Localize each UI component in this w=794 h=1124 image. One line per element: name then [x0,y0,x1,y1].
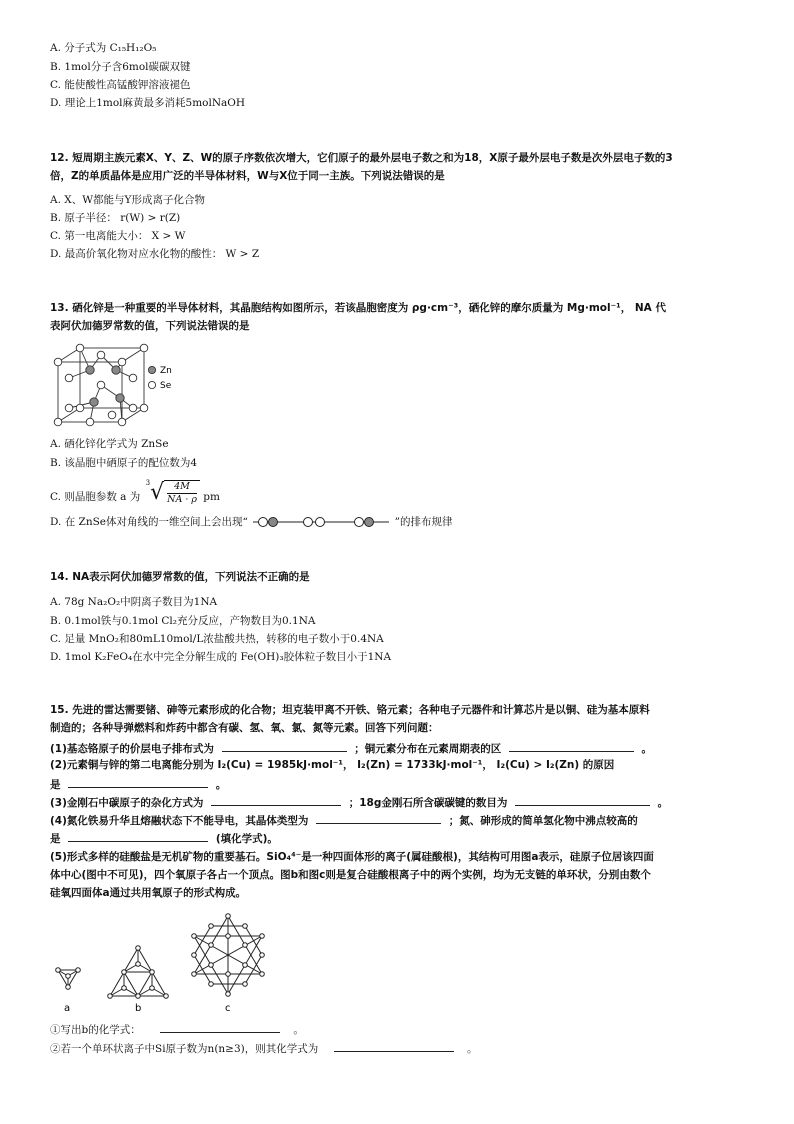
q15-part4-text-d: (填化学式)。 [215,833,278,845]
q15-part3-text-a: (3)金刚石中碳原子的杂化方式为 [50,797,204,809]
q15-part3 [50,794,668,810]
q15-part2-end: 。 [215,779,227,791]
cube-root-expression: $^3$√ $\frac{4M}{NA \cdot \rho}$ [146,480,200,506]
q15-part4-line1 [50,812,638,828]
q15-part5-line2: 体中心(图中不可见)，四个氧原子各占一个顶点。图b和图c则是复合硅酸根离子中的两个实例，均为无支链的单环状，分别由数个 [50,869,651,881]
znse-unit-cell-figure [50,340,190,432]
q12-option-d: D. 最高价氧化物对应水化物的酸性： W > Z [50,248,260,260]
b-formula-blank[interactable] [160,1021,280,1033]
q13-option-d-prefix: D. 在 ZnSe体对角线的一维空间上会出现“ [50,516,248,528]
q15-sub2-end: 。 [466,1043,478,1055]
figure-c-label: c [225,1003,231,1014]
cc-bond-count-blank[interactable] [515,794,650,806]
ring-formula-blank[interactable] [334,1040,454,1052]
cr-valence-config-blank[interactable] [222,740,347,752]
q14-option-a: A. 78g Na₂O₂中阴离子数目为1NA [50,596,218,608]
q15-stem-line1: 15. 先进的雷达需要锗、砷等元素形成的化合物；坦克装甲离不开铁、铬元素；各种电子元器件和计算芯片是以铜、硅为基本原料 [50,704,650,716]
q13-stem-line2: 表阿伏加德罗常数的值，下列说法错误的是 [50,320,250,332]
q15-part4-text-b: ；氮、砷形成的简单氢化物中沸点较高的 [448,815,638,827]
q15-sub2 [50,1040,477,1056]
q15-part5-line1: (5)形式多样的硅酸盐是无机矿物的重要基石。SiO₄⁴⁻是一种四面体形的离子(属硅酸根)，其结构可用图a表示，硅原子位居该四面 [50,851,654,863]
crystal-type-blank[interactable] [316,812,441,824]
q15-stem-line2: 制造的；各种导弹燃料和炸药中都含有碳、氢、氧、氯、氮等元素。回答下列问题： [50,722,439,734]
q13-option-d [50,515,452,529]
fraction-numerator: 4M [167,481,197,494]
q15-part1-end: 。 [641,743,653,755]
q15-part1-text-b: ；铜元素分布在元素周期表的区 [354,743,502,755]
q15-sub1-end: 。 [293,1024,304,1036]
cu-periodic-block-blank[interactable] [509,740,634,752]
q15-part3-text-b: ；18g金刚石所含碳碳键的数目为 [348,797,508,809]
q12-option-a: A. X、W都能与Y形成离子化合物 [50,194,205,206]
q15-part5-line3: 硅氧四面体a通过共用氧原子的形式构成。 [50,887,247,899]
q12-stem-line1: 12. 短周期主族元素X、Y、Z、W的原子序数依次增大，它们原子的最外层电子数之和为18，X原子最外层电子数是次外层电子数的3 [50,152,673,164]
q13-option-b: B. 该晶胞中硒原子的配位数为4 [50,457,198,469]
q15-part2-line2 [50,776,226,792]
diamond-hybridization-blank[interactable] [211,794,341,806]
higher-boiling-hydride-blank[interactable] [68,830,208,842]
q15-sub1-text: ①写出b的化学式： [50,1024,141,1036]
q15-part3-end: 。 [657,797,669,809]
zn-legend-label: Zn [160,366,172,376]
q13-option-d-suffix: ”的排布规律 [394,516,453,528]
atom-arrangement-pattern [251,515,391,529]
q14-option-b: B. 0.1mol铁与0.1mol Cl₂充分反应，产物数目为0.1NA [50,615,316,627]
figure-c-six-ring [192,914,265,997]
q15-part1-text-a: (1)基态铬原子的价层电子排布式为 [50,743,214,755]
figure-b-three-ring [108,946,169,999]
q11-option-c: C. 能使酸性高锰酸钾溶液褪色 [50,79,191,91]
q12-option-b: B. 原子半径： r(W) > r(Z) [50,212,181,224]
q13-option-c [50,479,220,510]
q15-part4-text-a: (4)氮化铁易升华且熔融状态下不能导电，其晶体类型为 [50,815,309,827]
q15-sub2-text: ②若一个单环状离子中Si原子数为n(n≥3)，则其化学式为 [50,1043,319,1055]
fraction-denominator: NA · ρ [167,494,197,505]
se-legend-label: Se [160,381,172,391]
figure-a-label: a [64,1003,71,1014]
q15-part2-text: 是 [50,779,61,791]
se-legend-marker [148,381,155,388]
q12-stem-line2: 倍，Z的单质晶体是应用广泛的半导体材料，W与X位于同一主族。下列说法错误的是 [50,170,445,182]
q13-option-a: A. 硒化锌化学式为 ZnSe [50,438,169,450]
q14-stem: 14. NA表示阿伏加德罗常数的值，下列说法不正确的是 [50,571,310,583]
q15-part1 [50,740,652,756]
q11-option-d: D. 理论上1mol麻黄最多消耗5molNaOH [50,97,246,109]
unit-pm: pm [203,491,220,503]
q12-option-c: C. 第一电离能大小： X > W [50,230,186,242]
q15-sub1 [50,1021,304,1037]
q15-part4-line2 [50,830,278,846]
figure-a-tetrahedron [56,968,81,990]
q14-option-c: C. 足量 MnO₂和80mL10mol/L浓盐酸共热，转移的电子数小于0.4NA [50,633,384,645]
q15-part2-line1: (2)元素铜与锌的第二电离能分别为 I₂(Cu) = 1985kJ·mol⁻¹， I₂(Zn) = 1733kJ·mol⁻¹， I₂(Cu) > I₂(Zn) 的原因 [50,759,615,771]
ionization-reason-blank[interactable] [68,776,208,788]
q15-part4-text-c: 是 [50,833,61,845]
silicate-structures-figure [40,912,300,1017]
q13-option-c-text: C. 则晶胞参数 a 为 [50,491,141,503]
zn-legend-marker [148,366,155,373]
q13-stem-line1: 13. 硒化锌是一种重要的半导体材料，其晶胞结构如图所示，若该晶胞密度为 ρg·cm⁻³，硒化锌的摩尔质量为 Mg·mol⁻¹， NA 代 [50,302,666,314]
figure-b-label: b [135,1003,142,1014]
q14-option-d: D. 1mol K₂FeO₄在水中完全分解生成的 Fe(OH)₃胶体粒子数目小于1NA [50,651,392,663]
q11-option-b: B. 1mol分子含6mol碳碳双键 [50,61,191,73]
q11-option-a: A. 分子式为 C₁₅H₁₂O₅ [50,42,157,54]
